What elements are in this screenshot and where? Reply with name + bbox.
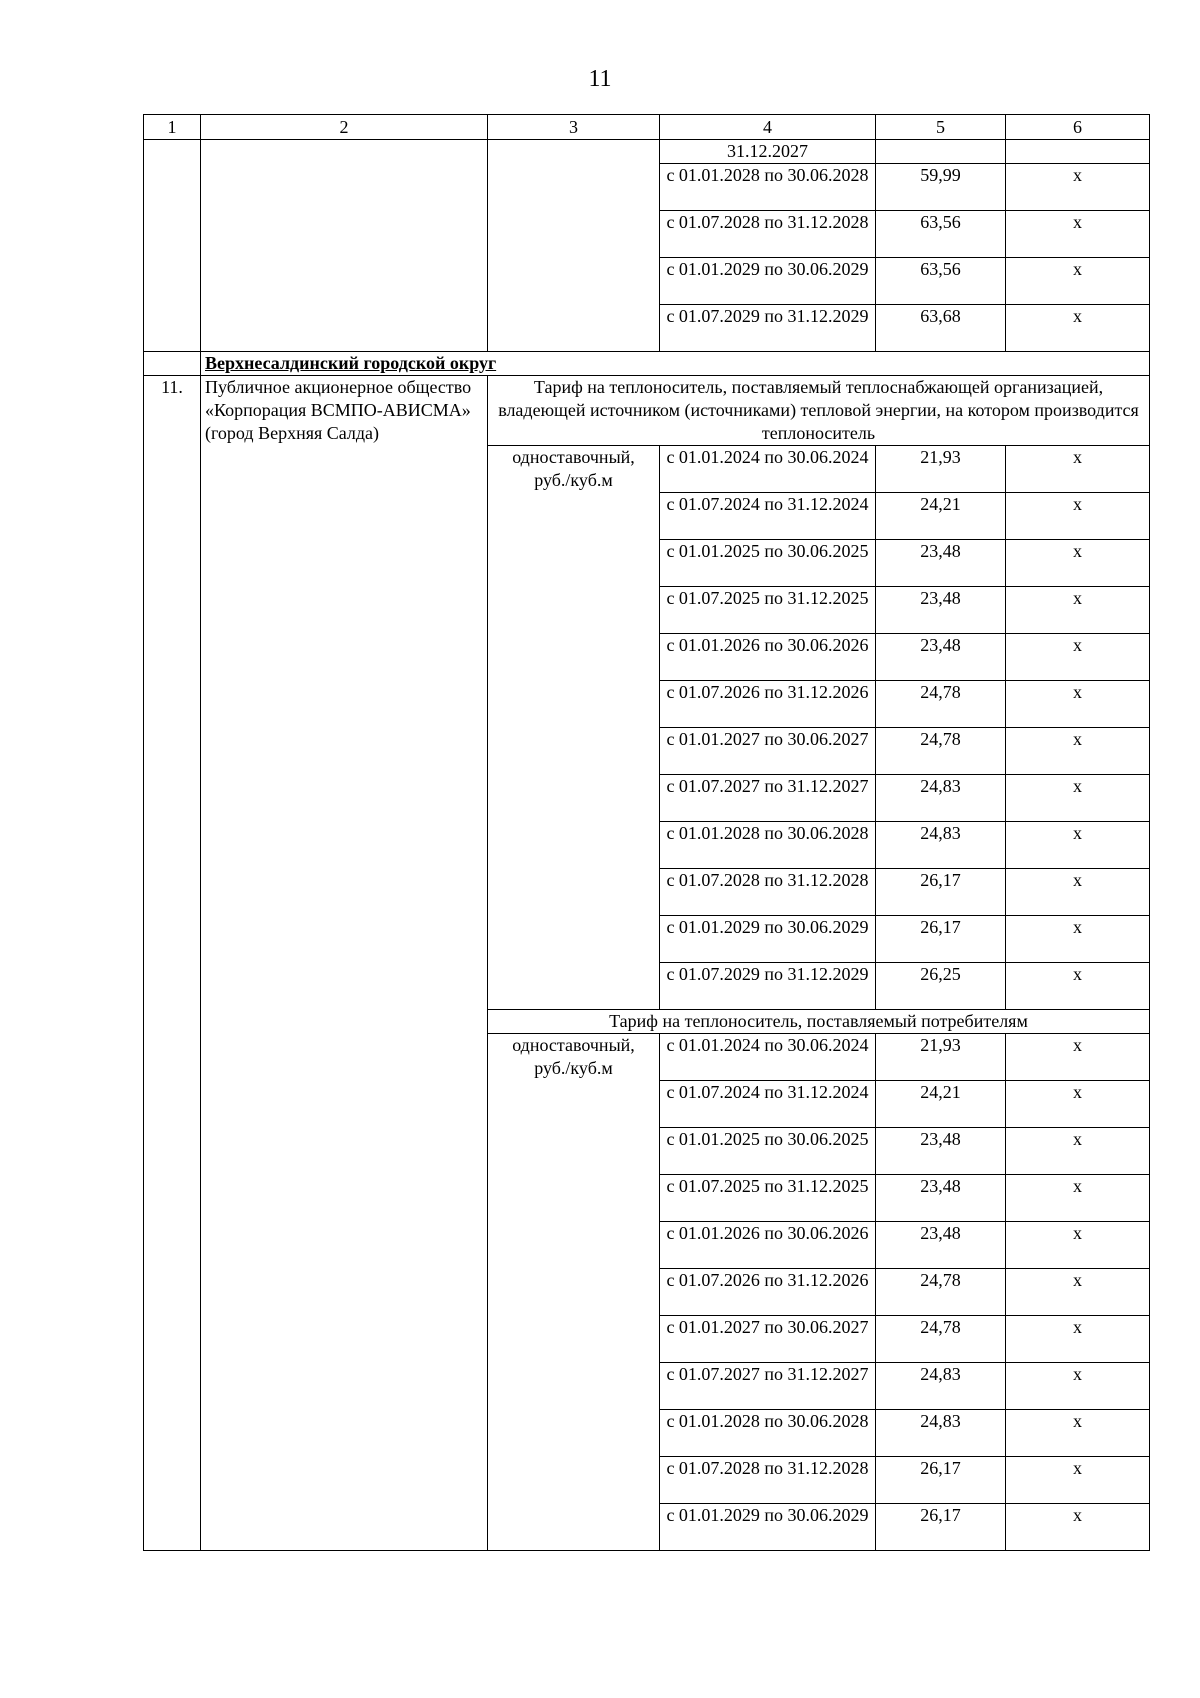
period-cell: с 01.07.2026 по 31.12.2026 (660, 1269, 876, 1316)
tariff-type-cell: одноставочный, руб./куб.м (488, 446, 660, 1010)
number-cell (144, 140, 201, 352)
mark-cell: х (1006, 963, 1150, 1010)
value-cell: 21,93 (876, 1034, 1006, 1081)
value-cell: 24,78 (876, 681, 1006, 728)
mark-cell: х (1006, 493, 1150, 540)
header-cell: 2 (201, 115, 488, 140)
period-cell: с 01.01.2027 по 30.06.2027 (660, 728, 876, 775)
mark-cell: х (1006, 1222, 1150, 1269)
mark-cell: х (1006, 728, 1150, 775)
section-title-row (144, 376, 1150, 446)
mark-cell: х (1006, 1175, 1150, 1222)
header-cell: 3 (488, 115, 660, 140)
mark-cell: х (1006, 587, 1150, 634)
period-cell: 31.12.2027 (660, 140, 876, 164)
region-name: Верхнесалдинский городской округ (201, 352, 1150, 376)
value-cell: 24,83 (876, 1363, 1006, 1410)
mark-cell: х (1006, 1128, 1150, 1175)
period-cell: с 01.07.2027 по 31.12.2027 (660, 775, 876, 822)
mark-cell: х (1006, 1269, 1150, 1316)
mark-cell: х (1006, 822, 1150, 869)
value-cell: 23,48 (876, 634, 1006, 681)
table-row (144, 140, 1150, 164)
header-cell: 4 (660, 115, 876, 140)
value-cell: 26,17 (876, 916, 1006, 963)
value-cell: 24,83 (876, 822, 1006, 869)
value-cell: 24,21 (876, 1081, 1006, 1128)
value-cell: 26,17 (876, 1457, 1006, 1504)
period-cell: с 01.01.2027 по 30.06.2027 (660, 1316, 876, 1363)
period-cell: с 01.01.2028 по 30.06.2028 (660, 164, 876, 211)
period-cell: с 01.01.2028 по 30.06.2028 (660, 1410, 876, 1457)
value-cell: 63,68 (876, 305, 1006, 352)
header-cell: 1 (144, 115, 201, 140)
section-title: Тариф на теплоноситель, поставляемый потребителям (488, 1010, 1150, 1034)
value-cell: 21,93 (876, 446, 1006, 493)
mark-cell: х (1006, 1363, 1150, 1410)
tariff-type-cell (488, 140, 660, 352)
mark-cell: х (1006, 775, 1150, 822)
period-cell: с 01.01.2029 по 30.06.2029 (660, 1504, 876, 1551)
period-cell: с 01.01.2024 по 30.06.2024 (660, 446, 876, 493)
region-row (144, 352, 1150, 376)
period-cell: с 01.01.2026 по 30.06.2026 (660, 634, 876, 681)
value-cell: 24,21 (876, 493, 1006, 540)
period-cell: с 01.01.2026 по 30.06.2026 (660, 1222, 876, 1269)
value-cell: 23,48 (876, 1222, 1006, 1269)
mark-cell: х (1006, 258, 1150, 305)
mark-cell: х (1006, 1034, 1150, 1081)
tariff-table-body (144, 115, 1150, 1551)
period-cell: с 01.07.2028 по 31.12.2028 (660, 1457, 876, 1504)
mark-cell: х (1006, 446, 1150, 493)
value-cell: 23,48 (876, 540, 1006, 587)
period-cell: с 01.07.2026 по 31.12.2026 (660, 681, 876, 728)
period-cell: с 01.01.2028 по 30.06.2028 (660, 822, 876, 869)
mark-cell: х (1006, 1457, 1150, 1504)
page-number: 11 (588, 66, 612, 92)
organization-name: Публичное акционерное общество «Корпорация ВСМПО-АВИСМА» (город Верхняя Салда) (201, 376, 488, 1551)
mark-cell: х (1006, 305, 1150, 352)
value-cell: 24,78 (876, 1269, 1006, 1316)
period-cell: с 01.01.2025 по 30.06.2025 (660, 540, 876, 587)
period-cell: с 01.07.2025 по 31.12.2025 (660, 1175, 876, 1222)
period-cell: с 01.07.2024 по 31.12.2024 (660, 493, 876, 540)
mark-cell: х (1006, 681, 1150, 728)
value-cell: 24,83 (876, 775, 1006, 822)
entry-number: 11. (144, 376, 201, 1551)
period-cell: с 01.01.2029 по 30.06.2029 (660, 258, 876, 305)
mark-cell: х (1006, 1504, 1150, 1551)
value-cell: 24,83 (876, 1410, 1006, 1457)
header-cell: 5 (876, 115, 1006, 140)
value-cell: 23,48 (876, 1175, 1006, 1222)
organization-cell (201, 140, 488, 352)
period-cell: с 01.07.2028 по 31.12.2028 (660, 211, 876, 258)
period-cell: с 01.01.2029 по 30.06.2029 (660, 916, 876, 963)
period-cell: с 01.07.2029 по 31.12.2029 (660, 963, 876, 1010)
period-cell: с 01.01.2025 по 30.06.2025 (660, 1128, 876, 1175)
mark-cell: х (1006, 211, 1150, 258)
value-cell: 23,48 (876, 1128, 1006, 1175)
period-cell: с 01.07.2028 по 31.12.2028 (660, 869, 876, 916)
region-number-cell (144, 352, 201, 376)
period-cell: с 01.07.2025 по 31.12.2025 (660, 587, 876, 634)
period-cell: с 01.07.2027 по 31.12.2027 (660, 1363, 876, 1410)
tariff-type-cell: одноставочный, руб./куб.м (488, 1034, 660, 1551)
value-cell: 26,17 (876, 1504, 1006, 1551)
tariff-table (143, 114, 1150, 1551)
header-row (144, 115, 1150, 140)
value-cell: 26,17 (876, 869, 1006, 916)
period-cell: с 01.07.2024 по 31.12.2024 (660, 1081, 876, 1128)
value-cell: 63,56 (876, 211, 1006, 258)
mark-cell: х (1006, 869, 1150, 916)
value-cell: 63,56 (876, 258, 1006, 305)
mark-cell: х (1006, 164, 1150, 211)
mark-cell: х (1006, 1316, 1150, 1363)
value-cell (876, 140, 1006, 164)
value-cell: 23,48 (876, 587, 1006, 634)
mark-cell (1006, 140, 1150, 164)
value-cell: 59,99 (876, 164, 1006, 211)
mark-cell: х (1006, 1410, 1150, 1457)
value-cell: 24,78 (876, 1316, 1006, 1363)
mark-cell: х (1006, 1081, 1150, 1128)
period-cell: с 01.07.2029 по 31.12.2029 (660, 305, 876, 352)
period-cell: с 01.01.2024 по 30.06.2024 (660, 1034, 876, 1081)
mark-cell: х (1006, 634, 1150, 681)
mark-cell: х (1006, 916, 1150, 963)
section-title: Тариф на теплоноситель, поставляемый теплоснабжающей организацией, владеющей источником (источниками) тепловой энергии, на котором производится теплоноситель (488, 376, 1150, 446)
value-cell: 24,78 (876, 728, 1006, 775)
header-cell: 6 (1006, 115, 1150, 140)
value-cell: 26,25 (876, 963, 1006, 1010)
mark-cell: х (1006, 540, 1150, 587)
